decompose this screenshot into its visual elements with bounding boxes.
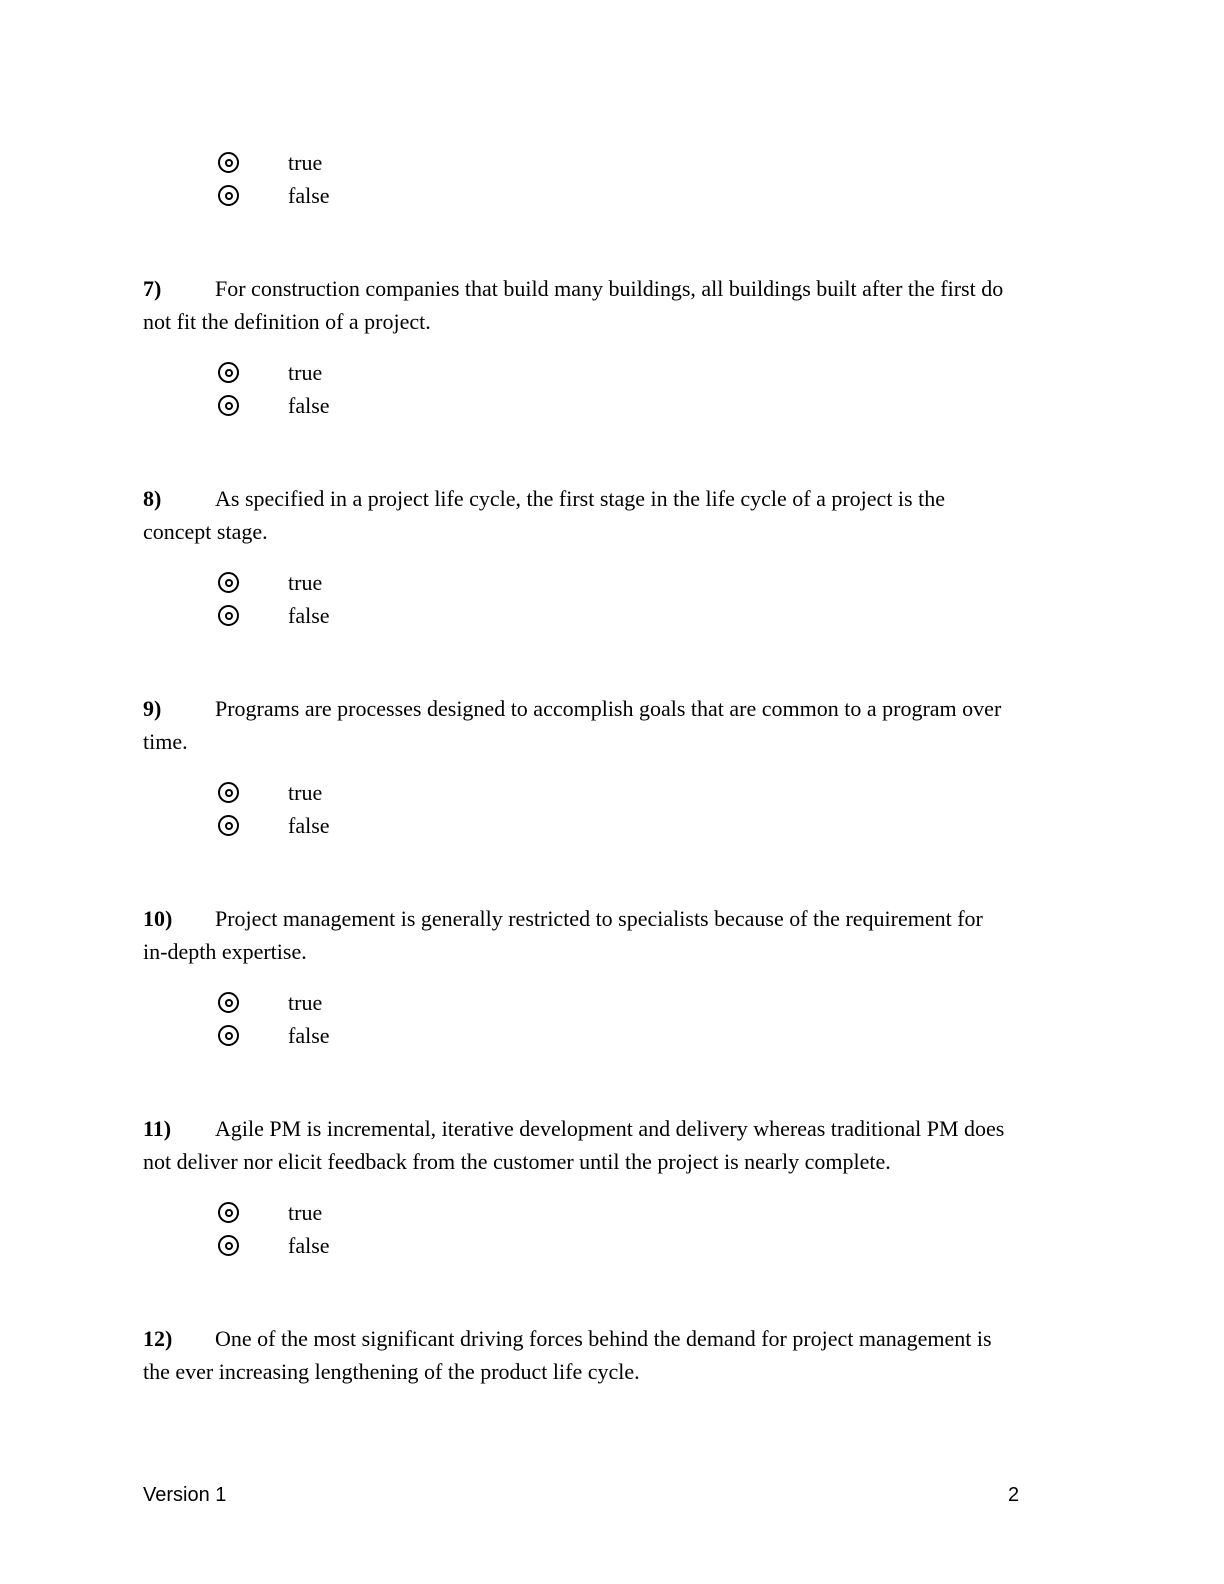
question-text-line: the ever increasing lengthening of the product life cycle. bbox=[143, 1359, 640, 1384]
radio-dot-icon bbox=[225, 159, 233, 167]
question-text-line: Agile PM is incremental, iterative development and delivery whereas traditional PM does bbox=[215, 1116, 1005, 1141]
radio-button-icon[interactable] bbox=[218, 815, 239, 836]
radio-dot-icon bbox=[225, 1209, 233, 1217]
option-label-false: false bbox=[288, 603, 330, 628]
question-7-options bbox=[143, 356, 1083, 422]
option-row-false bbox=[143, 1019, 1083, 1052]
option-row-false bbox=[143, 809, 1083, 842]
question-number: 9) bbox=[143, 696, 162, 721]
option-row-false bbox=[143, 599, 1083, 632]
question-text-line: One of the most significant driving forces behind the demand for project management is bbox=[215, 1326, 992, 1351]
radio-dot-icon bbox=[225, 822, 233, 830]
option-label-false: false bbox=[288, 1233, 330, 1258]
question-text-line: not deliver nor elicit feedback from the customer until the project is nearly complete. bbox=[143, 1149, 891, 1174]
question-9-options bbox=[143, 776, 1083, 842]
question-text-line: As specified in a project life cycle, the first stage in the life cycle of a project is the bbox=[215, 486, 945, 511]
question-number: 7) bbox=[143, 276, 162, 301]
question-text-line: in-depth expertise. bbox=[143, 939, 307, 964]
option-label-false: false bbox=[288, 393, 330, 418]
page-number: 2 bbox=[1008, 1484, 1020, 1506]
option-label-false: false bbox=[288, 1023, 330, 1048]
question-text bbox=[143, 1112, 1083, 1178]
radio-button-icon[interactable] bbox=[218, 1025, 239, 1046]
radio-button-icon[interactable] bbox=[218, 152, 239, 173]
version-label: Version 1 bbox=[143, 1484, 227, 1506]
continued-question-options bbox=[143, 146, 1083, 212]
option-label-true: true bbox=[288, 150, 323, 175]
radio-dot-icon bbox=[225, 579, 233, 587]
radio-dot-icon bbox=[225, 192, 233, 200]
option-row-true bbox=[143, 356, 1083, 389]
question-10-options bbox=[143, 986, 1083, 1052]
option-label-true: true bbox=[288, 1200, 323, 1225]
option-label-false: false bbox=[288, 183, 330, 208]
option-row-true bbox=[143, 986, 1083, 1019]
option-row-false bbox=[143, 179, 1083, 212]
radio-dot-icon bbox=[225, 1032, 233, 1040]
question-text bbox=[143, 482, 1083, 548]
question-number: 10) bbox=[143, 906, 173, 931]
radio-button-icon[interactable] bbox=[218, 1202, 239, 1223]
question-text-line: time. bbox=[143, 729, 188, 754]
question-number: 8) bbox=[143, 486, 162, 511]
question-number: 12) bbox=[143, 1326, 173, 1351]
question-number: 11) bbox=[143, 1116, 172, 1141]
radio-dot-icon bbox=[225, 612, 233, 620]
question-8 bbox=[143, 482, 1083, 632]
question-text-line: Project management is generally restricted to specialists because of the requirement for bbox=[215, 906, 983, 931]
radio-button-icon[interactable] bbox=[218, 572, 239, 593]
question-11 bbox=[143, 1112, 1083, 1262]
radio-dot-icon bbox=[225, 369, 233, 377]
option-label-true: true bbox=[288, 570, 323, 595]
radio-dot-icon bbox=[225, 999, 233, 1007]
radio-button-icon[interactable] bbox=[218, 782, 239, 803]
question-text bbox=[143, 692, 1083, 758]
option-row-true bbox=[143, 146, 1083, 179]
radio-button-icon[interactable] bbox=[218, 395, 239, 416]
page-content bbox=[143, 146, 1083, 1388]
radio-dot-icon bbox=[225, 1242, 233, 1250]
option-label-true: true bbox=[288, 780, 323, 805]
radio-button-icon[interactable] bbox=[218, 362, 239, 383]
radio-button-icon[interactable] bbox=[218, 992, 239, 1013]
question-7 bbox=[143, 272, 1083, 422]
option-row-true bbox=[143, 776, 1083, 809]
radio-dot-icon bbox=[225, 402, 233, 410]
page-footer bbox=[0, 1484, 1224, 1517]
question-10 bbox=[143, 902, 1083, 1052]
radio-dot-icon bbox=[225, 789, 233, 797]
question-text-line: Programs are processes designed to accomplish goals that are common to a program over bbox=[215, 696, 1002, 721]
option-row-true bbox=[143, 1196, 1083, 1229]
radio-button-icon[interactable] bbox=[218, 605, 239, 626]
question-text-line: not fit the definition of a project. bbox=[143, 309, 431, 334]
question-text-line: For construction companies that build many buildings, all buildings built after the first do bbox=[215, 276, 1004, 301]
question-12 bbox=[143, 1322, 1083, 1388]
option-label-false: false bbox=[288, 813, 330, 838]
question-11-options bbox=[143, 1196, 1083, 1262]
question-text bbox=[143, 902, 1083, 968]
option-label-true: true bbox=[288, 360, 323, 385]
option-row-true bbox=[143, 566, 1083, 599]
question-text bbox=[143, 272, 1083, 338]
question-text bbox=[143, 1322, 1083, 1388]
question-8-options bbox=[143, 566, 1083, 632]
question-9 bbox=[143, 692, 1083, 842]
option-row-false bbox=[143, 389, 1083, 422]
question-text-line: concept stage. bbox=[143, 519, 268, 544]
radio-button-icon[interactable] bbox=[218, 185, 239, 206]
option-row-false bbox=[143, 1229, 1083, 1262]
radio-button-icon[interactable] bbox=[218, 1235, 239, 1256]
option-label-true: true bbox=[288, 990, 323, 1015]
